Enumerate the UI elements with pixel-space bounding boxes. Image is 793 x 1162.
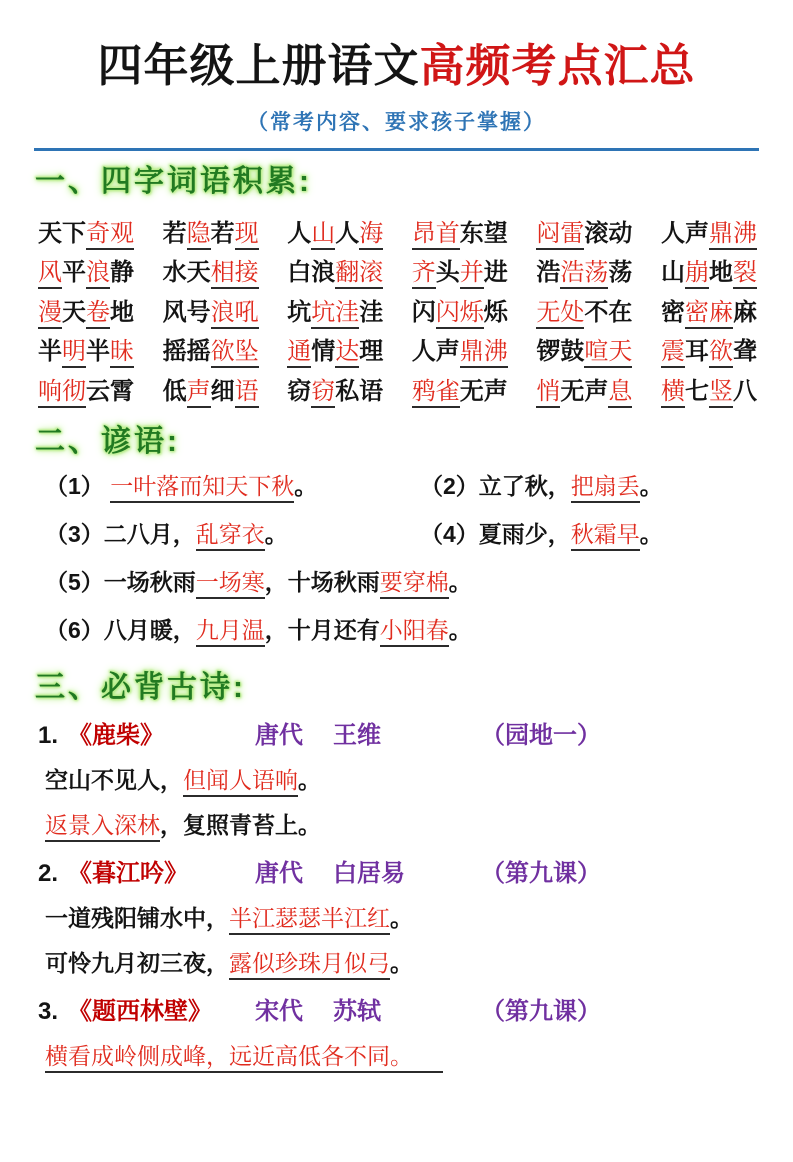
highlighted-red-text: 相接 <box>211 258 259 289</box>
highlighted-red-text: 喧天 <box>584 337 632 368</box>
highlighted-red-text: 露似珍珠月似弓 <box>229 951 390 980</box>
proverb-item <box>45 566 472 599</box>
poem-number: 2. <box>38 860 59 888</box>
divider-line <box>34 148 759 151</box>
plain-text: 理 <box>359 338 384 366</box>
highlighted-red-text: 浪 <box>86 258 110 289</box>
word-item <box>536 332 632 372</box>
plain-text: 若 <box>162 219 187 247</box>
highlighted-red-text: 息 <box>608 377 632 408</box>
plain-text: 。 <box>639 473 663 500</box>
highlighted-red-text: 震 <box>661 337 685 368</box>
highlighted-red-text: 横 <box>661 377 685 408</box>
poem-line <box>45 902 793 935</box>
poem-line <box>45 764 793 797</box>
highlighted-red-text: 浪吼 <box>211 298 259 329</box>
highlighted-red-text: 闪烁 <box>436 298 484 329</box>
highlighted-red-text: 齐 <box>412 258 436 289</box>
plain-text: 无声 <box>459 377 508 405</box>
poem-dynasty: 唐代 <box>255 722 303 750</box>
plain-text: 无声 <box>560 377 609 405</box>
plain-text: 。 <box>448 569 472 596</box>
highlighted-red-text: 无处 <box>536 298 584 329</box>
proverb-row <box>45 470 793 503</box>
poem-dynasty: 唐代 <box>255 860 303 888</box>
word-item <box>661 293 757 333</box>
proverb-item <box>420 518 663 551</box>
poem-note: （第九课） <box>481 998 601 1026</box>
plain-text: （4）夏雨少， <box>420 521 571 548</box>
word-item <box>412 332 508 372</box>
word-item <box>38 372 134 412</box>
plain-text: 地 <box>708 259 733 287</box>
word-item <box>412 253 508 293</box>
poem-title: 《暮江吟》 <box>68 860 188 888</box>
word-item <box>287 253 383 293</box>
word-item <box>38 214 134 254</box>
word-item <box>163 253 259 293</box>
highlighted-red-text: 山 <box>311 219 335 250</box>
word-item <box>287 332 383 372</box>
proverb-item <box>420 470 663 503</box>
poem-list <box>0 720 793 1073</box>
plain-text: 私语 <box>335 377 384 405</box>
poem-header <box>38 720 793 752</box>
highlighted-red-text: 隐 <box>187 219 211 250</box>
poem <box>0 996 793 1073</box>
plain-text: 地 <box>110 298 134 326</box>
plain-text: 天 <box>62 298 86 326</box>
highlighted-red-text: 把扇丢 <box>571 474 640 503</box>
plain-text: 浩 <box>536 259 561 287</box>
highlighted-red-text: 风 <box>38 258 62 289</box>
plain-text: 半 <box>38 338 62 366</box>
word-item <box>38 253 134 293</box>
plain-text: 。 <box>264 521 288 548</box>
word-item <box>412 214 508 254</box>
highlighted-red-text: 闷雷 <box>536 219 584 250</box>
plain-text: 若 <box>210 219 235 247</box>
plain-text: 滚动 <box>584 219 633 247</box>
word-item <box>38 293 134 333</box>
highlighted-red-text: 横看成岭侧成峰，远近高低各不同。 <box>45 1044 443 1073</box>
plain-text: 密 <box>660 298 685 326</box>
plain-text: 摇摇 <box>162 338 211 366</box>
plain-text: 可怜九月初三夜， <box>45 950 229 977</box>
word-item <box>287 372 383 412</box>
plain-text: ，复照青苔上。 <box>160 812 321 839</box>
plain-text: 水天 <box>162 259 211 287</box>
word-item <box>163 332 259 372</box>
plain-text: 洼 <box>359 298 384 326</box>
plain-text: 荡 <box>608 259 633 287</box>
highlighted-red-text: 窃 <box>311 377 335 408</box>
plain-text: （5）一场秋雨 <box>45 569 196 596</box>
plain-text: （6）八月暖， <box>45 617 196 644</box>
word-item <box>536 293 632 333</box>
plain-text: 七 <box>684 377 709 405</box>
plain-text: 白浪 <box>287 259 336 287</box>
highlighted-red-text: 鸦雀 <box>412 377 460 408</box>
plain-text: 静 <box>110 259 134 287</box>
word-row <box>38 253 757 293</box>
proverb-row <box>45 518 793 551</box>
plain-text: 半 <box>86 338 110 366</box>
plain-text: ，十月还有 <box>264 617 380 644</box>
highlighted-red-text: 返景入深林 <box>45 813 160 842</box>
plain-text: 烁 <box>483 298 508 326</box>
poem-author: 白居易 <box>333 860 405 888</box>
highlighted-red-text: 一叶落而知天下秋 <box>110 474 294 503</box>
proverb-item <box>45 518 420 551</box>
highlighted-red-text: 昧 <box>110 337 134 368</box>
highlighted-red-text: 裂 <box>733 258 757 289</box>
highlighted-red-text: 欲 <box>709 337 733 368</box>
word-item <box>163 293 259 333</box>
proverb-item <box>45 470 420 503</box>
word-item <box>536 253 632 293</box>
word-item <box>163 214 259 254</box>
section-heading-poems: 三、必背古诗: <box>35 671 246 705</box>
plain-text: 人 <box>335 219 360 247</box>
highlighted-red-text: 语 <box>235 377 259 408</box>
plain-text: 一道残阳铺水中， <box>45 905 229 932</box>
highlighted-red-text: 卷 <box>86 298 110 329</box>
plain-text: 情 <box>311 338 336 366</box>
highlighted-red-text: 小阳春 <box>380 618 449 647</box>
highlighted-red-text: 响彻 <box>38 377 86 408</box>
section-heading-words: 一、四字词语积累: <box>35 164 312 198</box>
word-item <box>287 293 383 333</box>
highlighted-red-text: 但闻人语响 <box>183 768 298 797</box>
poem-line <box>45 809 793 842</box>
proverb-row <box>45 614 793 647</box>
plain-text: 。 <box>639 521 663 548</box>
highlighted-red-text: 声 <box>187 377 211 408</box>
plain-text: 聋 <box>732 338 757 366</box>
plain-text: 。 <box>390 950 413 977</box>
plain-text: 耳 <box>684 338 709 366</box>
poem-number: 3. <box>38 998 59 1026</box>
highlighted-red-text: 通 <box>287 337 311 368</box>
plain-text: 天下 <box>38 219 86 247</box>
word-row <box>38 332 757 372</box>
word-grid <box>38 214 757 412</box>
plain-text: 人声 <box>411 338 460 366</box>
word-item <box>287 214 383 254</box>
page <box>0 40 793 1162</box>
section-heading-proverbs: 二、谚语: <box>35 425 180 459</box>
highlighted-red-text: 鼎沸 <box>709 219 757 250</box>
plain-text: 细 <box>210 377 235 405</box>
word-item <box>661 253 757 293</box>
highlighted-red-text: 翻滚 <box>335 258 383 289</box>
highlighted-red-text: 并 <box>460 258 484 289</box>
word-item <box>661 332 757 372</box>
plain-text: 风号 <box>162 298 211 326</box>
poem-title: 《题西林壁》 <box>68 998 212 1026</box>
word-row <box>38 293 757 333</box>
word-item <box>661 214 757 254</box>
poem-title: 《鹿柴》 <box>68 722 164 750</box>
word-item <box>38 332 134 372</box>
plain-text: 山 <box>660 259 685 287</box>
highlighted-red-text: 悄 <box>536 377 560 408</box>
highlighted-red-text: 半江瑟瑟半江红 <box>229 906 390 935</box>
highlighted-red-text: 密麻 <box>685 298 733 329</box>
proverb-list <box>45 470 793 647</box>
page-title-red-part: 高频考点汇总 <box>419 40 696 91</box>
poem-dynasty: 宋代 <box>255 998 303 1026</box>
highlighted-red-text: 达 <box>335 337 359 368</box>
highlighted-red-text: 一场寒 <box>196 570 265 599</box>
poem-header <box>38 858 793 890</box>
plain-text: 。 <box>294 473 318 500</box>
page-title <box>0 40 793 92</box>
highlighted-red-text: 竖 <box>709 377 733 408</box>
highlighted-red-text: 乱穿衣 <box>196 522 265 551</box>
plain-text: 人 <box>287 219 312 247</box>
highlighted-red-text: 海 <box>359 219 383 250</box>
plain-text: 。 <box>298 767 321 794</box>
proverb-row <box>45 566 793 599</box>
poem-number: 1. <box>38 722 59 750</box>
page-subtitle: （常考内容、要求孩子掌握） <box>247 109 546 134</box>
plain-text: 。 <box>448 617 472 644</box>
word-item <box>412 293 508 333</box>
plain-text: 八 <box>732 377 757 405</box>
plain-text: 坑 <box>287 298 312 326</box>
plain-text: 人声 <box>660 219 709 247</box>
plain-text: （3）二八月， <box>45 521 196 548</box>
highlighted-red-text: 浩荡 <box>560 258 608 289</box>
word-item <box>661 372 757 412</box>
highlighted-red-text: 九月温 <box>196 618 265 647</box>
plain-text: 窃 <box>287 377 312 405</box>
highlighted-red-text: 明 <box>62 337 86 368</box>
poem-note: （园地一） <box>481 722 601 750</box>
plain-text: 进 <box>483 259 508 287</box>
plain-text: 空山不见人， <box>45 767 183 794</box>
plain-text: （2）立了秋， <box>420 473 571 500</box>
highlighted-red-text: 奇观 <box>86 219 134 250</box>
plain-text: 低 <box>162 377 187 405</box>
plain-text: 平 <box>62 259 86 287</box>
plain-text: 。 <box>390 905 413 932</box>
plain-text: 东望 <box>459 219 508 247</box>
plain-text: （1） <box>45 473 111 500</box>
word-item <box>536 214 632 254</box>
highlighted-red-text: 鼎沸 <box>460 337 508 368</box>
highlighted-red-text: 秋霜早 <box>571 522 640 551</box>
highlighted-red-text: 坑洼 <box>311 298 359 329</box>
poem-author: 苏轼 <box>333 998 381 1026</box>
highlighted-red-text: 昂首 <box>412 219 460 250</box>
poem <box>0 858 793 980</box>
highlighted-red-text: 要穿棉 <box>380 570 449 599</box>
word-item <box>536 372 632 412</box>
highlighted-red-text: 漫 <box>38 298 62 329</box>
plain-text: ，十场秋雨 <box>264 569 380 596</box>
poem <box>0 720 793 842</box>
word-item <box>163 372 259 412</box>
poem-author: 王维 <box>333 722 381 750</box>
plain-text: 云霄 <box>86 377 134 405</box>
poem-line <box>45 947 793 980</box>
plain-text: 头 <box>435 259 460 287</box>
word-row <box>38 214 757 254</box>
page-title-black-part: 四年级上册语文 <box>97 40 420 91</box>
plain-text: 闪 <box>411 298 436 326</box>
plain-text: 麻 <box>732 298 757 326</box>
word-row <box>38 372 757 412</box>
poem-line <box>45 1040 793 1073</box>
poem-header <box>38 996 793 1028</box>
word-item <box>412 372 508 412</box>
proverb-item <box>45 614 472 647</box>
highlighted-red-text: 欲坠 <box>211 337 259 368</box>
highlighted-red-text: 现 <box>235 219 259 250</box>
plain-text: 锣鼓 <box>536 338 585 366</box>
poem-note: （第九课） <box>481 860 601 888</box>
plain-text: 不在 <box>584 298 633 326</box>
highlighted-red-text: 崩 <box>685 258 709 289</box>
